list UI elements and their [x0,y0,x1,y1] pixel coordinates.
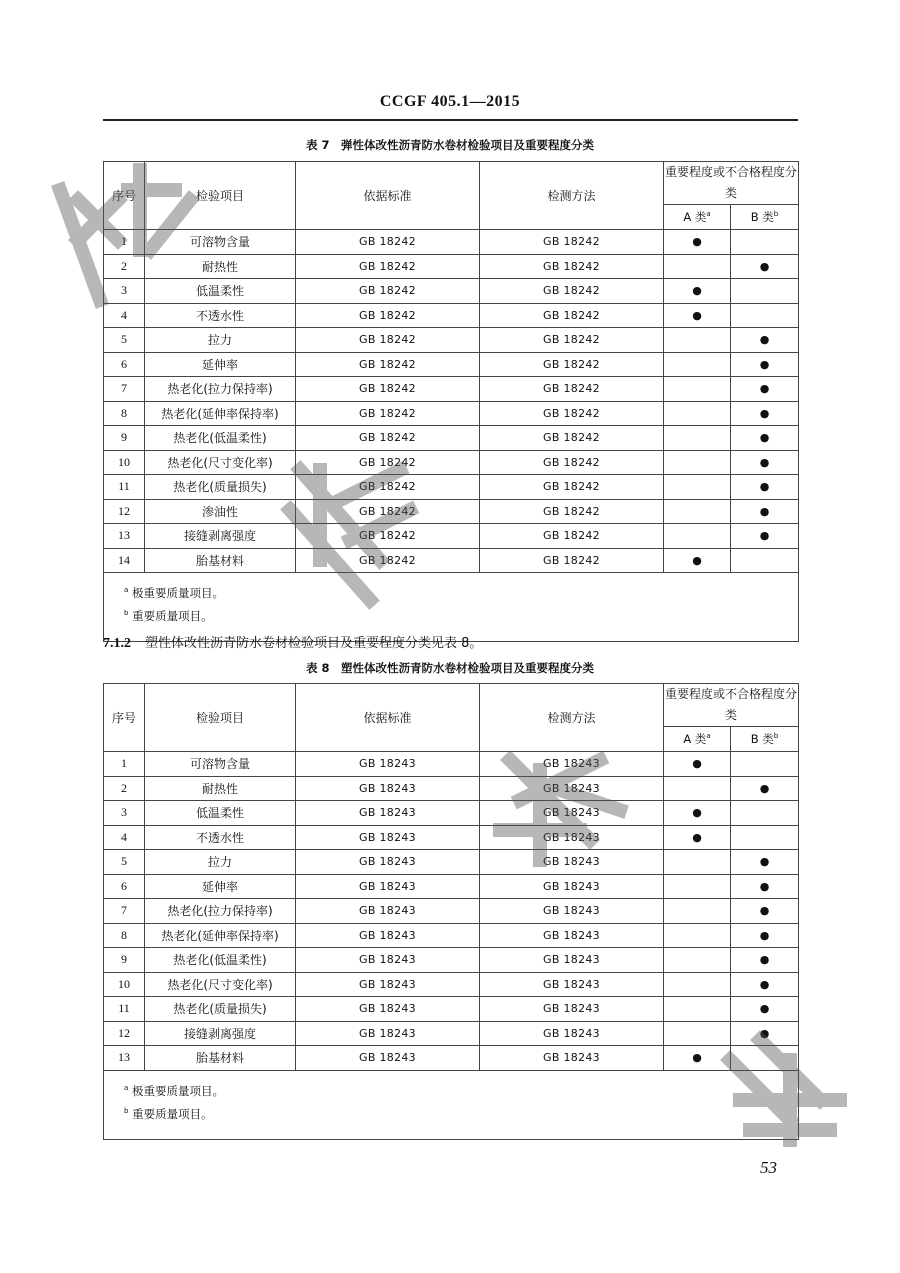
class-a-mark: ● [664,303,731,328]
class-a-mark: ● [664,548,731,573]
class-b-mark: ● [731,401,799,426]
row-number: 13 [104,524,145,549]
table-row [104,899,799,924]
table-row [104,254,799,279]
table7-caption: 表 7 弹性体改性沥青防水卷材检验项目及重要程度分类 [305,138,594,152]
test-method: GB 18243 [480,899,664,924]
class-b-mark: ● [731,475,799,500]
table7-header-item: 检验项目 [145,162,296,230]
footnote-mark: b [773,210,779,219]
test-method: GB 18243 [480,825,664,850]
class-b-mark [731,801,799,826]
row-number: 6 [104,874,145,899]
row-number: 3 [104,801,145,826]
row-number: 11 [104,997,145,1022]
class-b-mark [731,825,799,850]
table-row [104,1021,799,1046]
test-method: GB 18243 [480,1046,664,1071]
test-item: 低温柔性 [145,279,296,304]
class-b-mark [731,752,799,777]
basis-standard: GB 18243 [296,1021,480,1046]
test-item: 耐热性 [145,776,296,801]
class-b-mark: ● [731,874,799,899]
test-method: GB 18243 [480,752,664,777]
test-item: 热老化(尺寸变化率) [145,450,296,475]
class-a-mark [664,499,731,524]
table7-note-a: $^a$ 极重要质量项目。 [124,585,224,600]
test-method: GB 18242 [480,450,664,475]
table7-header-method: 检测方法 [480,162,664,230]
row-number: 2 [104,776,145,801]
test-item: 热老化(质量损失) [145,997,296,1022]
test-item: 拉力 [145,850,296,875]
class-a-mark [664,948,731,973]
basis-standard: GB 18242 [296,230,480,255]
basis-standard: GB 18243 [296,923,480,948]
class-b-mark: ● [731,1021,799,1046]
class-a-mark: ● [664,801,731,826]
class-a-mark: ● [664,279,731,304]
footnote-mark: a [706,210,711,219]
table7-header-class-a: A 类$^a$ [664,205,731,230]
class-b-mark: ● [731,450,799,475]
class-a-mark [664,401,731,426]
class-b-mark: ● [731,524,799,549]
class-a-mark: ● [664,230,731,255]
section-text: 塑性体改性沥青防水卷材检验项目及重要程度分类见表 8。 [145,636,483,651]
test-item: 接缝剥离强度 [145,524,296,549]
class-b-mark: ● [731,850,799,875]
class-a-mark [664,426,731,451]
table8-note-b: $^b$ 重要质量项目。 [124,1106,213,1121]
class-a-mark [664,997,731,1022]
basis-standard: GB 18242 [296,426,480,451]
row-number: 7 [104,377,145,402]
row-number: 8 [104,401,145,426]
class-b-mark: ● [731,948,799,973]
test-method: GB 18242 [480,426,664,451]
basis-standard: GB 18243 [296,1046,480,1071]
basis-standard: GB 18242 [296,279,480,304]
class-b-mark [731,279,799,304]
table8-header-class-a: A 类$^a$ [664,727,731,752]
class-b-mark [731,230,799,255]
test-item: 可溶物含量 [145,752,296,777]
class-b-mark: ● [731,997,799,1022]
table7-header-standard: 依据标准 [296,162,480,230]
test-method: GB 18243 [480,948,664,973]
table-row [104,377,799,402]
test-method: GB 18242 [480,524,664,549]
class-b-mark [731,1046,799,1071]
table8-header-importance: 重要程度或不合格程度分类 [664,684,799,727]
table8-header-class-b: B 类$^b$ [731,727,799,752]
test-method: GB 18242 [480,328,664,353]
class-b-mark: ● [731,352,799,377]
class-a-mark [664,377,731,402]
test-item: 渗油性 [145,499,296,524]
table-row [104,776,799,801]
test-item: 接缝剥离强度 [145,1021,296,1046]
class-a-mark [664,1021,731,1046]
basis-standard: GB 18242 [296,499,480,524]
basis-standard: GB 18242 [296,401,480,426]
table-row [104,801,799,826]
table8-header-standard: 依据标准 [296,684,480,752]
test-item: 热老化(延伸率保持率) [145,401,296,426]
table7-header-importance: 重要程度或不合格程度分类 [664,162,799,205]
basis-standard: GB 18243 [296,850,480,875]
class-b-mark: ● [731,426,799,451]
test-item: 热老化(拉力保持率) [145,899,296,924]
table-row [104,401,799,426]
row-number: 2 [104,254,145,279]
table-row [104,303,799,328]
class-a-mark [664,352,731,377]
class-a-mark [664,328,731,353]
test-method: GB 18242 [480,401,664,426]
class-a-mark: ● [664,1046,731,1071]
class-b-mark: ● [731,254,799,279]
class-a-mark [664,450,731,475]
test-item: 热老化(质量损失) [145,475,296,500]
table7 [103,161,799,642]
class-a-mark [664,524,731,549]
test-method: GB 18243 [480,776,664,801]
test-method: GB 18243 [480,972,664,997]
basis-standard: GB 18242 [296,377,480,402]
basis-standard: GB 18243 [296,874,480,899]
row-number: 5 [104,328,145,353]
table-row [104,328,799,353]
table-row [104,426,799,451]
class-b-mark: ● [731,499,799,524]
basis-standard: GB 18242 [296,450,480,475]
table-row [104,230,799,255]
class-a-mark [664,254,731,279]
table-row [104,752,799,777]
row-number: 4 [104,825,145,850]
page-number: 53 [760,1158,777,1177]
row-number: 9 [104,948,145,973]
basis-standard: GB 18242 [296,548,480,573]
row-number: 12 [104,1021,145,1046]
test-method: GB 18242 [480,303,664,328]
test-item: 不透水性 [145,825,296,850]
class-a-mark [664,972,731,997]
row-number: 6 [104,352,145,377]
test-item: 胎基材料 [145,1046,296,1071]
test-item: 低温柔性 [145,801,296,826]
class-a-mark: ● [664,752,731,777]
table7-header-seq: 序号 [104,162,145,230]
table-row [104,997,799,1022]
table7-note-b: $^b$ 重要质量项目。 [124,608,213,623]
basis-standard: GB 18243 [296,972,480,997]
table-row [104,524,799,549]
basis-standard: GB 18243 [296,801,480,826]
basis-standard: GB 18242 [296,352,480,377]
class-b-mark: ● [731,377,799,402]
class-b-mark: ● [731,972,799,997]
test-method: GB 18243 [480,923,664,948]
basis-standard: GB 18242 [296,475,480,500]
class-a-mark [664,850,731,875]
table8-header-seq: 序号 [104,684,145,752]
basis-standard: GB 18242 [296,303,480,328]
test-item: 热老化(尺寸变化率) [145,972,296,997]
test-method: GB 18243 [480,997,664,1022]
test-method: GB 18242 [480,230,664,255]
row-number: 10 [104,972,145,997]
row-number: 10 [104,450,145,475]
table-row [104,874,799,899]
test-item: 延伸率 [145,874,296,899]
class-b-mark [731,548,799,573]
basis-standard: GB 18242 [296,524,480,549]
table8-note-a: $^a$ 极重要质量项目。 [124,1083,224,1098]
test-method: GB 18243 [480,874,664,899]
header-rule [103,119,798,121]
table-row [104,825,799,850]
row-number: 1 [104,752,145,777]
row-number: 5 [104,850,145,875]
table-row [104,850,799,875]
table8-caption: 表 8 塑性体改性沥青防水卷材检验项目及重要程度分类 [305,661,594,675]
test-item: 不透水性 [145,303,296,328]
test-method: GB 18243 [480,1021,664,1046]
test-item: 耐热性 [145,254,296,279]
test-method: GB 18242 [480,279,664,304]
test-item: 可溶物含量 [145,230,296,255]
table8-header-method: 检测方法 [480,684,664,752]
row-number: 9 [104,426,145,451]
row-number: 14 [104,548,145,573]
basis-standard: GB 18242 [296,254,480,279]
basis-standard: GB 18243 [296,776,480,801]
table-row [104,475,799,500]
test-item: 延伸率 [145,352,296,377]
row-number: 13 [104,1046,145,1071]
table-row [104,972,799,997]
test-method: GB 18242 [480,548,664,573]
test-method: GB 18242 [480,499,664,524]
class-a-mark [664,899,731,924]
table-row [104,499,799,524]
table-row [104,1046,799,1071]
row-number: 1 [104,230,145,255]
table8-notes [104,1070,799,1139]
row-number: 7 [104,899,145,924]
test-method: GB 18242 [480,475,664,500]
basis-standard: GB 18243 [296,997,480,1022]
basis-standard: GB 18242 [296,328,480,353]
class-a-mark [664,874,731,899]
test-item: 胎基材料 [145,548,296,573]
table-row [104,948,799,973]
table7-header-class-b: B 类$^b$ [731,205,799,230]
test-method: GB 18243 [480,801,664,826]
table-row [104,279,799,304]
section-number: 7.1.2 [103,636,131,651]
class-a-mark [664,475,731,500]
table-row [104,923,799,948]
row-number: 8 [104,923,145,948]
basis-standard: GB 18243 [296,752,480,777]
row-number: 4 [104,303,145,328]
class-b-mark: ● [731,328,799,353]
table-row [104,352,799,377]
table8-header-item: 检验项目 [145,684,296,752]
class-b-mark: ● [731,923,799,948]
class-a-mark [664,776,731,801]
row-number: 3 [104,279,145,304]
test-item: 热老化(低温柔性) [145,426,296,451]
test-method: GB 18242 [480,377,664,402]
test-method: GB 18242 [480,352,664,377]
table8 [103,683,799,1140]
document-header: CCGF 405.1—2015 [379,93,521,110]
test-method: GB 18243 [480,850,664,875]
class-b-mark: ● [731,776,799,801]
table-row [104,450,799,475]
row-number: 12 [104,499,145,524]
class-b-mark: ● [731,899,799,924]
test-item: 热老化(拉力保持率) [145,377,296,402]
table-row [104,548,799,573]
class-a-mark: ● [664,825,731,850]
row-number: 11 [104,475,145,500]
test-item: 热老化(低温柔性) [145,948,296,973]
basis-standard: GB 18243 [296,825,480,850]
test-item: 拉力 [145,328,296,353]
test-item: 热老化(延伸率保持率) [145,923,296,948]
basis-standard: GB 18243 [296,899,480,924]
class-b-mark [731,303,799,328]
test-method: GB 18242 [480,254,664,279]
section-paragraph [103,632,482,652]
basis-standard: GB 18243 [296,948,480,973]
footnote-mark: b [773,732,779,741]
footnote-mark: a [706,732,711,741]
class-a-mark [664,923,731,948]
